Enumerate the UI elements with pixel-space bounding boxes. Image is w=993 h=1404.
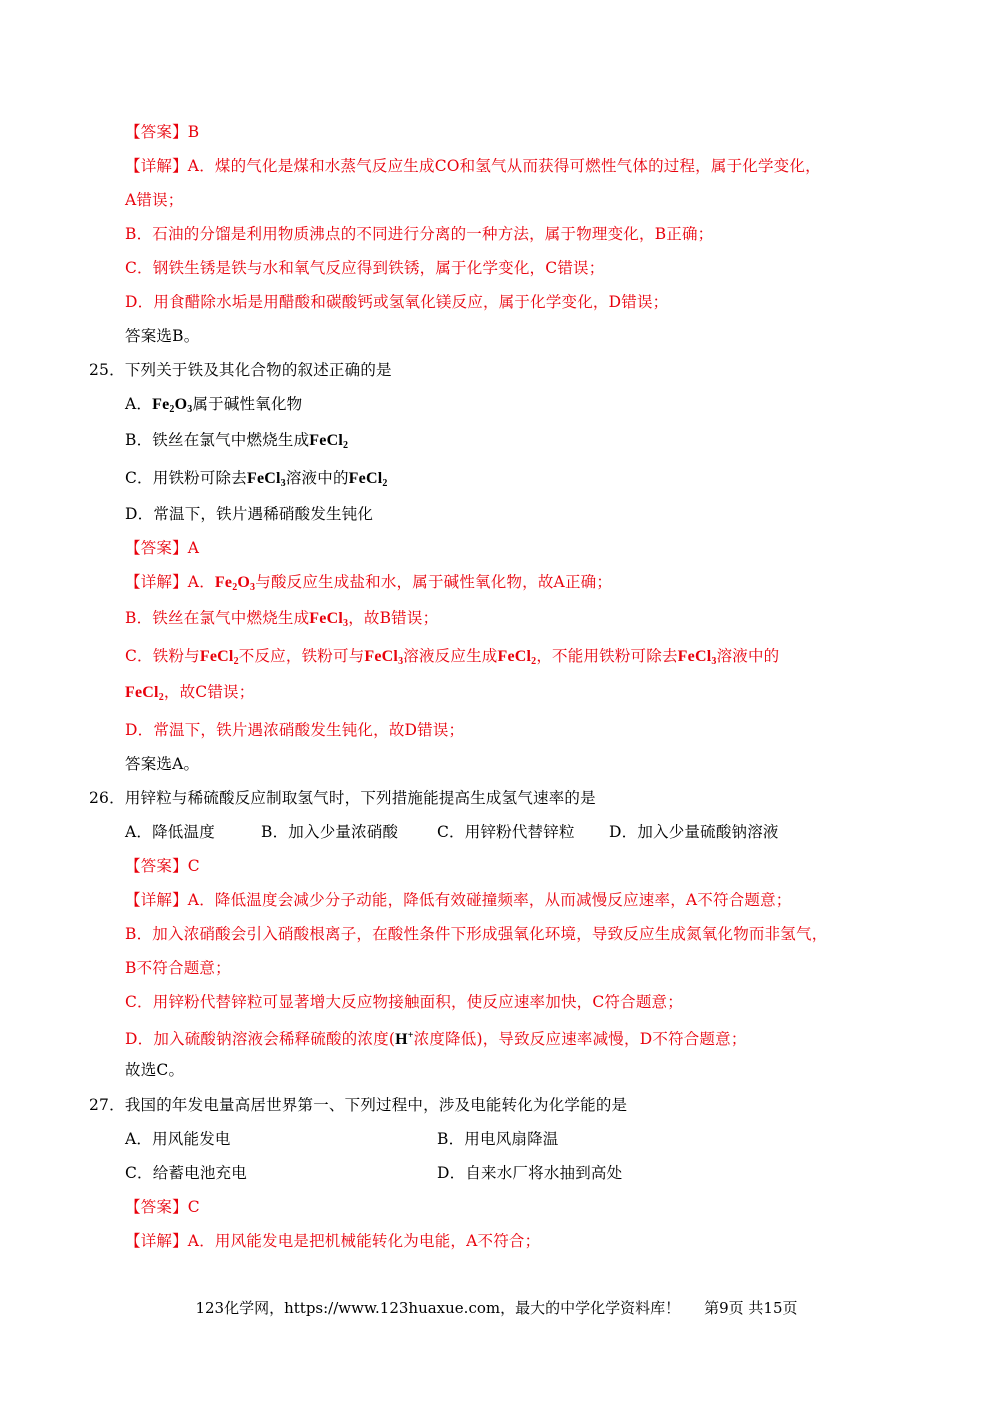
answer-26: 【答案】C xyxy=(125,857,200,875)
explain-24-a-cont: A错误； xyxy=(125,191,184,209)
explain-25-a: 【详解】A．$Fe_2O_3$与酸反应生成盐和水，属于碱性氧化物，故A正确； xyxy=(125,573,613,593)
question-25-stem: 25．下列关于铁及其化合物的叙述正确的是 xyxy=(89,361,392,379)
question-26-option-d: D．加入少量硫酸钠溶液 xyxy=(609,823,779,841)
explain-26-b: B．加入浓硝酸会引入硝酸根离子，在酸性条件下形成强氧化环境，导致反应生成氮氧化物而非氢气， xyxy=(125,925,828,943)
conclusion-24: 答案选B。 xyxy=(125,327,200,345)
explain-26-b-cont: B不符合题意； xyxy=(125,959,231,977)
explain-24-b: B．石油的分馏是利用物质沸点的不同进行分离的一种方法，属于物理变化，B正确； xyxy=(125,225,714,243)
answer-25: 【答案】A xyxy=(125,539,200,557)
explain-24-c: C．钢铁生锈是铁与水和氧气反应得到铁锈，属于化学变化，C错误； xyxy=(125,259,605,277)
footer-page-number: 第9页 共15页 xyxy=(704,1299,798,1317)
explain-27-a: 【详解】A．用风能发电是把机械能转化为电能，A不符合； xyxy=(125,1232,541,1250)
explain-24-a: 【详解】A．煤的气化是煤和水蒸气反应生成CO和氢气从而获得可燃性气体的过程，属于化学变化， xyxy=(125,157,821,175)
question-25-option-d: D．常温下，铁片遇稀硝酸发生钝化 xyxy=(125,505,374,523)
explain-26-c: C．用锌粉代替锌粒可显著增大反应物接触面积，使反应速率加快，C符合题意； xyxy=(125,993,683,1011)
question-26-option-c: C．用锌粉代替锌粒 xyxy=(437,823,575,841)
explain-24-d: D．用食醋除水垢是用醋酸和碳酸钙或氢氧化镁反应，属于化学变化，D错误； xyxy=(125,293,669,311)
conclusion-26: 故选C。 xyxy=(125,1061,185,1079)
answer-24: 【答案】B xyxy=(125,123,200,141)
explain-25-c-cont: FeCl$_2$，故C错误； xyxy=(125,683,255,703)
question-27-option-a: A．用风能发电 xyxy=(125,1130,231,1148)
question-27-stem: 27．我国的年发电量高居世界第一、下列过程中，涉及电能转化为化学能的是 xyxy=(89,1096,628,1114)
explain-26-d: D．加入硫酸钠溶液会稀释硫酸的浓度(H+浓度降低)，导致反应速率减慢，D不符合题意； xyxy=(125,1030,747,1048)
answer-27: 【答案】C xyxy=(125,1198,200,1216)
question-27-option-d: D．自来水厂将水抽到高处 xyxy=(437,1164,623,1182)
question-26-stem: 26．用锌粒与稀硫酸反应制取氢气时，下列措施能提高生成氢气速率的是 xyxy=(89,789,596,807)
question-27-option-b: B．用电风扇降温 xyxy=(437,1130,559,1148)
explain-25-d: D．常温下，铁片遇浓硝酸发生钝化，故D错误； xyxy=(125,721,465,739)
explain-26-a: 【详解】A．降低温度会减少分子动能，降低有效碰撞频率，从而减慢反应速率，A不符合题意； xyxy=(125,891,792,909)
question-26-option-b: B．加入少量浓硝酸 xyxy=(261,823,399,841)
conclusion-25: 答案选A。 xyxy=(125,755,200,773)
explain-25-b: B．铁丝在氯气中燃烧生成FeCl$_3$，故B错误； xyxy=(125,609,439,629)
question-27-option-c: C．给蓄电池充电 xyxy=(125,1164,247,1182)
question-26-option-a: A．降低温度 xyxy=(125,823,215,841)
explain-25-c: C．铁粉与FeCl$_2$不反应，铁粉可与FeCl$_3$溶液反应生成FeCl$_2$，不能用铁粉可除去FeCl$_3$溶液中的 xyxy=(125,647,780,667)
question-25-option-b: B．铁丝在氯气中燃烧生成FeCl$_2$ xyxy=(125,431,349,451)
footer-site: 123化学网，https://www.123huaxue.com，最大的中学化学资料库！ xyxy=(195,1299,681,1317)
question-25-option-c: C．用铁粉可除去FeCl$_3$溶液中的FeCl$_2$ xyxy=(125,469,388,489)
page-footer xyxy=(0,1298,993,1318)
question-25-option-a: A．$Fe_2O_3$属于碱性氧化物 xyxy=(125,395,303,415)
